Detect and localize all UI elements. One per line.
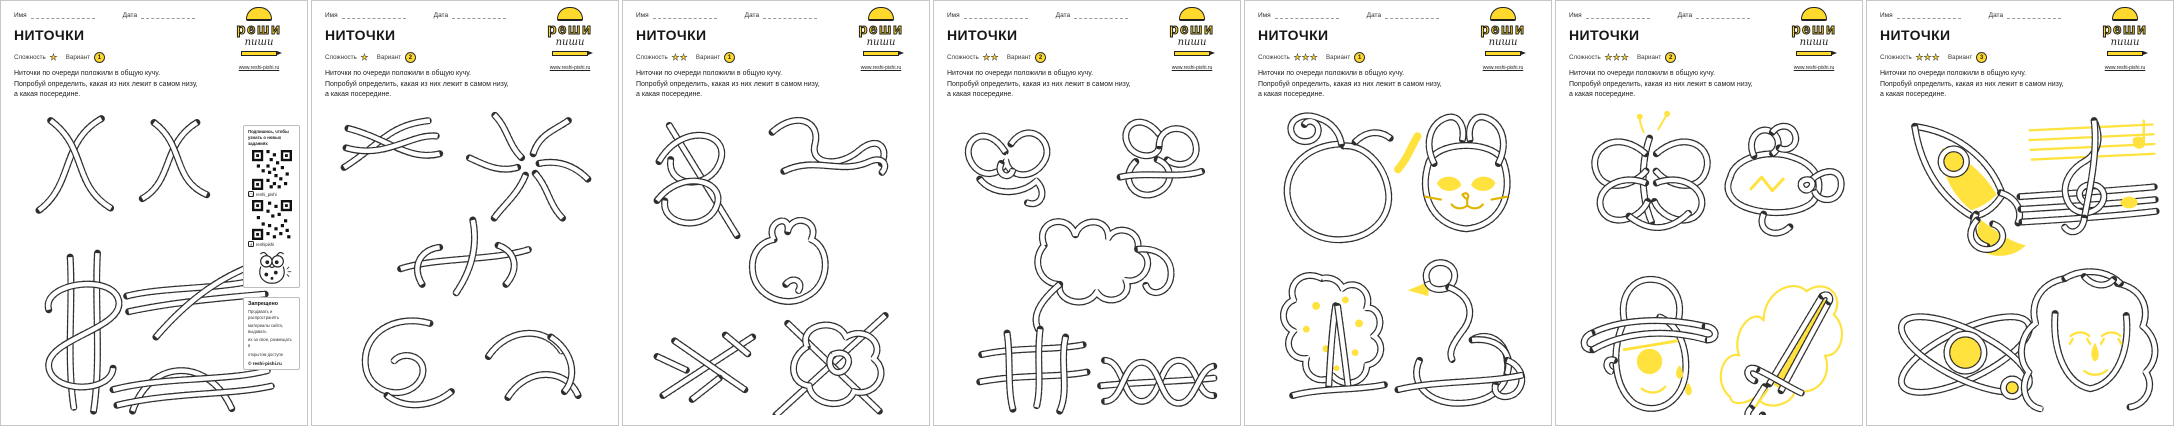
variant-badge: 2 <box>1665 52 1676 63</box>
picture-threads-figure <box>1880 105 2160 415</box>
date-write-line <box>1385 11 1439 19</box>
qr-code-facebook <box>252 200 292 240</box>
pencil-icon <box>2107 51 2143 56</box>
thread-braid <box>1101 360 1216 403</box>
name-label: Имя <box>1258 12 1271 19</box>
instructions: Ниточки по очереди положили в общую кучу. Попробуй определить, какая из них лежит в самом низу, а какая посередине. <box>1880 70 2064 99</box>
thread-pepper <box>752 220 825 301</box>
apple-with-worm-figure <box>1287 116 1417 240</box>
worksheet-page-6 <box>1555 0 1863 426</box>
page-title: НИТОЧКИ <box>636 27 707 43</box>
thread-blob <box>776 315 885 414</box>
pirate-figure <box>1584 279 1715 408</box>
sword-figure <box>1721 286 1842 415</box>
name-label: Имя <box>14 12 27 19</box>
wavy-thread <box>772 120 885 173</box>
name-label: Имя <box>636 12 649 19</box>
thread-sticks <box>657 335 753 399</box>
page-title: НИТОЧКИ <box>1880 27 1951 43</box>
reshi-pishi-logo: реши пиши www.reshi-pishi.ru <box>844 7 918 74</box>
difficulty-stars: ★★★ <box>1604 52 1630 63</box>
pencil-icon <box>1485 51 1521 56</box>
page-title: НИТОЧКИ <box>1258 27 1329 43</box>
logo-word-2: пиши <box>244 37 274 48</box>
thread-hooks <box>488 333 578 397</box>
variant-badge: 2 <box>1035 52 1046 63</box>
butterfly-figure <box>1595 111 1708 228</box>
date-write-line <box>1074 11 1128 19</box>
name-label: Имя <box>1880 12 1893 19</box>
worksheet-page-3 <box>622 0 930 426</box>
cap-icon <box>246 7 272 21</box>
thread-scribble <box>1036 222 1171 330</box>
forbidden-title: Запрещено <box>248 301 279 307</box>
difficulty-row: Сложность ★★★ Вариант 3 <box>1880 52 2160 63</box>
reshi-pishi-logo: реши пиши www.reshi-pishi.ru <box>533 7 607 74</box>
instructions: Ниточки по очереди положили в общую кучу. Попробуй определить, какая из них лежит в самом низу, а какая посередине. <box>325 70 509 99</box>
name-label: Имя <box>1569 12 1582 19</box>
instructions: Ниточки по очереди положили в общую кучу. Попробуй определить, какая из них лежит в самом низу, а какая посередине. <box>1569 70 1753 99</box>
twisted-threads <box>142 122 206 198</box>
cat-eye-left <box>1437 176 1461 190</box>
thread-anchor <box>401 220 530 294</box>
pencil-icon <box>1796 51 1832 56</box>
facebook-handle-row <box>248 241 295 247</box>
cap-icon <box>557 7 583 21</box>
name-write-line <box>1897 11 1961 19</box>
difficulty-row: Сложность ★ Вариант 2 <box>325 52 605 63</box>
worksheet-page-4 <box>933 0 1241 426</box>
difficulty-stars: ★★ <box>671 52 688 63</box>
date-write-line <box>1696 11 1750 19</box>
cat-eye-right <box>1471 176 1495 190</box>
date-label: Дата <box>122 12 138 19</box>
cat-face-marks <box>1425 193 1507 208</box>
cap-icon <box>2112 7 2138 21</box>
name-write-line <box>342 11 406 19</box>
fish-accent <box>1751 177 1783 191</box>
difficulty-stars: ★ <box>360 52 369 63</box>
page-title: НИТОЧКИ <box>14 27 85 43</box>
tear-accent <box>1676 365 1683 379</box>
reshi-pishi-logo <box>222 7 296 74</box>
swan-figure <box>1398 262 1523 403</box>
date-write-line <box>2007 11 2061 19</box>
worm-accent <box>1398 136 1417 169</box>
thread-heart <box>968 133 1047 204</box>
instructions: Ниточки по очереди положили в общую кучу. Попробуй определить, какая из них лежит в самом низу, а какая посередине. <box>947 70 1131 99</box>
treble-clef-figure <box>2020 120 2156 231</box>
variant-badge: 2 <box>405 52 416 63</box>
variant-badge: 1 <box>1354 52 1365 63</box>
cap-icon <box>1490 7 1516 21</box>
thread-star <box>469 115 588 218</box>
date-write-line <box>452 11 506 19</box>
logo-url[interactable]: www.reshi-pishi.ru <box>1482 65 1524 71</box>
variant-badge: 1 <box>724 52 735 63</box>
qr-code-instagram <box>252 150 292 190</box>
date-write-line <box>763 11 817 19</box>
date-label: Дата <box>433 12 449 19</box>
cat-head-figure <box>1425 117 1507 229</box>
page-title: НИТОЧКИ <box>1569 27 1640 43</box>
difficulty-label: Сложность <box>14 54 46 62</box>
forbidden-footer: © reshi-pishi.ru <box>248 360 282 366</box>
logo-url[interactable]: www.reshi-pishi.ru <box>1171 65 1213 71</box>
name-write-line <box>653 11 717 19</box>
arc-threads <box>113 370 273 411</box>
threads-figure <box>325 105 605 415</box>
page-title: НИТОЧКИ <box>947 27 1018 43</box>
subscribe-panel <box>243 125 300 288</box>
thread-grid <box>980 329 1087 411</box>
reshi-pishi-logo: реши пиши www.reshi-pishi.ru <box>1777 7 1851 74</box>
pencil-icon <box>241 51 277 56</box>
variant-badge: 1 <box>94 52 105 63</box>
antenna-accent <box>1640 116 1666 133</box>
date-label: Дата <box>1366 12 1382 19</box>
loop-and-lines <box>48 253 119 411</box>
instructions: Ниточки по очереди положили в общую кучу. Попробуй определить, какая из них лежит в самом низу, а какая посередине. <box>636 70 820 99</box>
difficulty-stars: ★★★ <box>1915 52 1941 63</box>
date-label: Дата <box>1055 12 1071 19</box>
instagram-icon: ◻ <box>249 191 253 197</box>
date-write-line <box>141 11 195 19</box>
thread-curl <box>365 321 451 405</box>
reshi-pishi-logo: реши пиши www.reshi-pishi.ru <box>2088 7 2162 74</box>
picture-threads-figure <box>1258 105 1538 415</box>
instructions: Ниточки по очереди положили в общую кучу. Попробуй определить, какая из них лежит в самом низу, а какая посередине. <box>14 70 198 99</box>
atom-figure <box>1892 302 2040 407</box>
cap-icon <box>868 7 894 21</box>
crossed-threads <box>39 119 111 211</box>
difficulty-row: Сложность ★★★ Вариант 1 <box>1258 52 1538 63</box>
page-title: НИТОЧКИ <box>325 27 396 43</box>
name-label: Имя <box>325 12 338 19</box>
pencil-icon <box>552 51 588 56</box>
facebook-handle: reshipishi <box>256 241 275 247</box>
thread-trefoil <box>1120 122 1202 195</box>
variant-label: Вариант <box>65 54 90 62</box>
picture-threads-figure <box>1569 105 1849 415</box>
difficulty-stars: ★★★ <box>1293 52 1319 63</box>
logo-url[interactable]: www.reshi-pishi.ru <box>238 65 280 71</box>
logo-url[interactable]: www.reshi-pishi.ru <box>549 65 591 71</box>
difficulty-stars: ★★ <box>982 52 999 63</box>
thread-loops-with-stick <box>657 124 737 235</box>
name-write-line <box>31 11 95 19</box>
name-label: Имя <box>947 12 960 19</box>
threads-figure <box>636 105 916 415</box>
forbidden-panel: Запрещено Продавать и распространять материалы сайта, выдавать их за свои, размещать в открытом доступе © reshi-pishi.ru <box>243 297 300 370</box>
difficulty-row: Сложность ★★ Вариант 1 <box>636 52 916 63</box>
logo-url[interactable]: www.reshi-pishi.ru <box>2104 65 2146 71</box>
fish-figure <box>1728 126 1841 233</box>
instagram-handle-row <box>248 191 295 197</box>
difficulty-row: Сложность ★★★ Вариант 2 <box>1569 52 1849 63</box>
instructions: Ниточки по очереди положили в общую кучу. Попробуй определить, какая из них лежит в самом низу, а какая посередине. <box>1258 70 1442 99</box>
date-label: Дата <box>744 12 760 19</box>
instagram-handle: reshi_pishi <box>256 191 277 197</box>
three-crossed-threads <box>344 120 440 167</box>
difficulty-row: Сложность ★★ Вариант 2 <box>947 52 1227 63</box>
subscribe-text: Подпишись, чтобы узнать о новых заданиях <box>248 129 289 147</box>
cap-icon <box>1801 7 1827 21</box>
cap-icon <box>1179 7 1205 21</box>
nose-accent <box>2091 343 2098 362</box>
ladybug-mascot <box>252 250 292 284</box>
worksheet-page-1 <box>0 0 308 426</box>
date-label: Дата <box>1988 12 2004 19</box>
worksheet-page-2 <box>311 0 619 426</box>
logo-url[interactable]: www.reshi-pishi.ru <box>1793 65 1835 71</box>
difficulty-stars: ★ <box>49 52 58 63</box>
girl-face-figure <box>2021 272 2154 409</box>
pencil-icon <box>863 51 899 56</box>
reshi-pishi-logo: реши пиши www.reshi-pishi.ru <box>1155 7 1229 74</box>
variant-badge: 3 <box>1976 52 1987 63</box>
rocket-figure <box>1915 126 2026 255</box>
worksheet-page-5 <box>1244 0 1552 426</box>
name-write-line <box>964 11 1028 19</box>
facebook-icon: f <box>248 241 254 247</box>
pencil-icon <box>1174 51 1210 56</box>
eyepatch-accent <box>1637 349 1662 374</box>
name-write-line <box>1275 11 1339 19</box>
date-label: Дата <box>1677 12 1693 19</box>
tree-figure <box>1283 275 1384 395</box>
reshi-pishi-logo: реши пиши www.reshi-pishi.ru <box>1466 7 1540 74</box>
name-write-line <box>1586 11 1650 19</box>
worksheet-page-7 <box>1866 0 2174 426</box>
logo-word-1: реши <box>236 21 282 38</box>
threads-figure <box>947 105 1227 415</box>
logo-url[interactable]: www.reshi-pishi.ru <box>860 65 902 71</box>
